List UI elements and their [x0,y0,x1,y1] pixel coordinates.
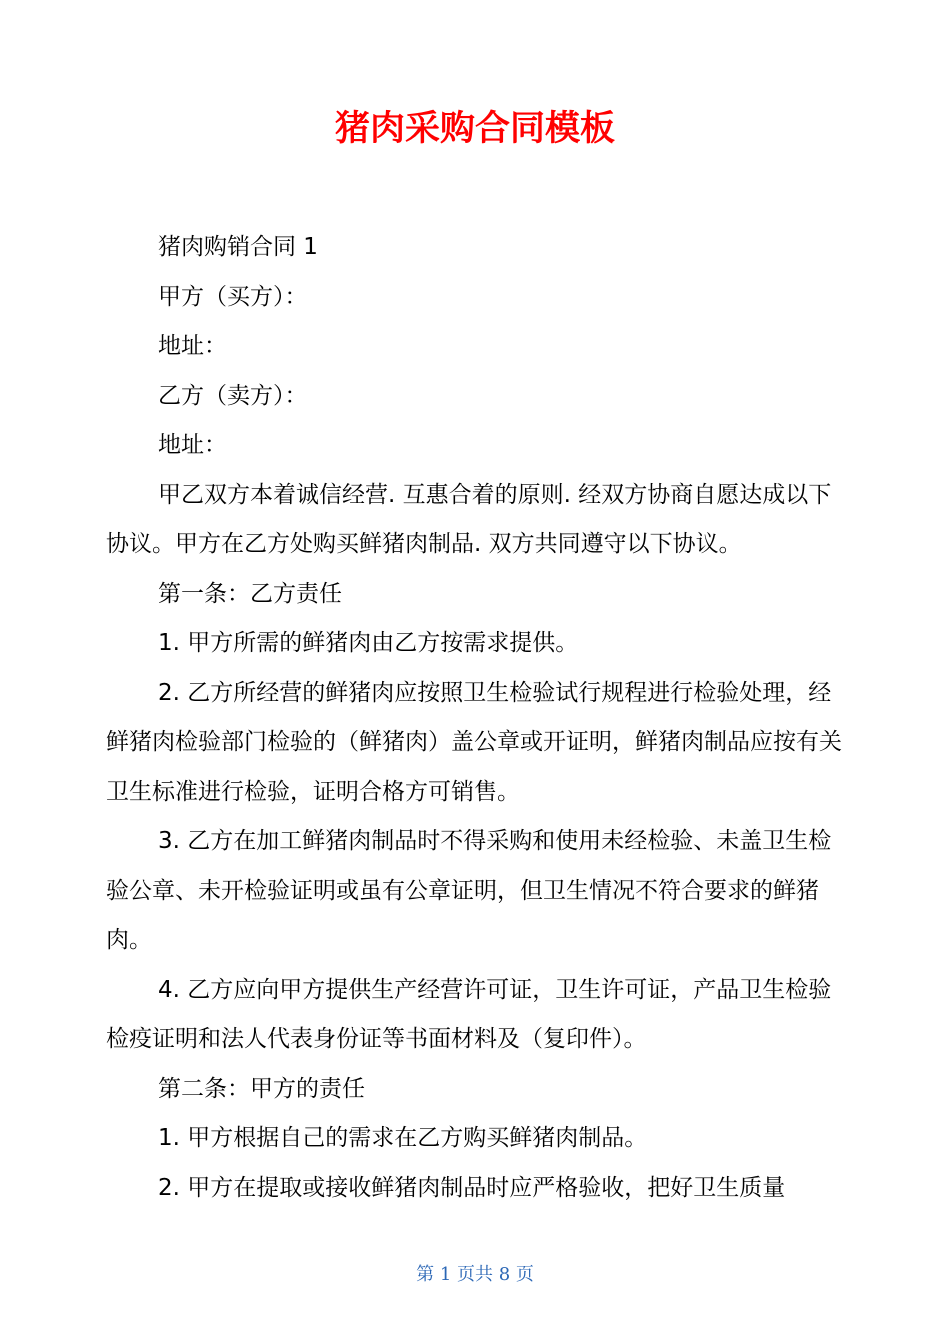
paragraph-article-1-heading: 第一条：乙方责任 [158,580,342,607]
paragraph-article-2-item-2: 2. 甲方在提取或接收鲜猪肉制品时应严格验收，把好卫生质量 [158,1174,786,1201]
paragraph-article-1-item-3: 3. 乙方在加工鲜猪肉制品时不得采购和使用未经检验、未盖卫生检验公章、未开检验证明或虽有公章证明，但卫生情况不符合要求的鲜猪肉。 [106,828,832,953]
document-title: 猪肉采购合同模板 [334,109,615,149]
paragraph-party-a-address: 地址： [158,333,227,359]
document-body [106,223,844,1213]
paragraph-party-b-address: 地址： [158,432,227,458]
paragraph-article-1-item-2: 2. 乙方所经营的鲜猪肉应按照卫生检验试行规程进行检验处理，经鲜猪肉检验部门检验的（鲜猪肉）盖公章或开证明，鲜猪肉制品应按有关卫生标准进行检验，证明合格方可销售。 [106,679,842,805]
paragraph-party-b: 乙方（卖方）： [158,382,308,409]
paragraph-party-a: 甲方（买方）： [158,283,308,310]
paragraph-contract-heading: 猪肉购销合同 1 [158,234,318,260]
paragraph-article-2-item-1: 1. 甲方根据自己的需求在乙方购买鲜猪肉制品。 [158,1125,648,1151]
paragraph-article-2-heading: 第二条：甲方的责任 [158,1075,365,1102]
paragraph-preamble: 甲乙双方本着诚信经营. 互惠合着的原则. 经双方协商自愿达成以下协议。甲方在乙方处购买鲜猪肉制品. 双方共同遵守以下协议。 [106,481,832,557]
page-number-footer: 第 1 页共 8 页 [416,1264,534,1285]
paragraph-article-1-item-4: 4. 乙方应向甲方提供生产经营许可证，卫生许可证，产品卫生检验检疫证明和法人代表身份证等书面材料及（复印件）。 [106,976,832,1052]
paragraph-article-1-item-1: 1. 甲方所需的鲜猪肉由乙方按需求提供。 [158,630,579,656]
